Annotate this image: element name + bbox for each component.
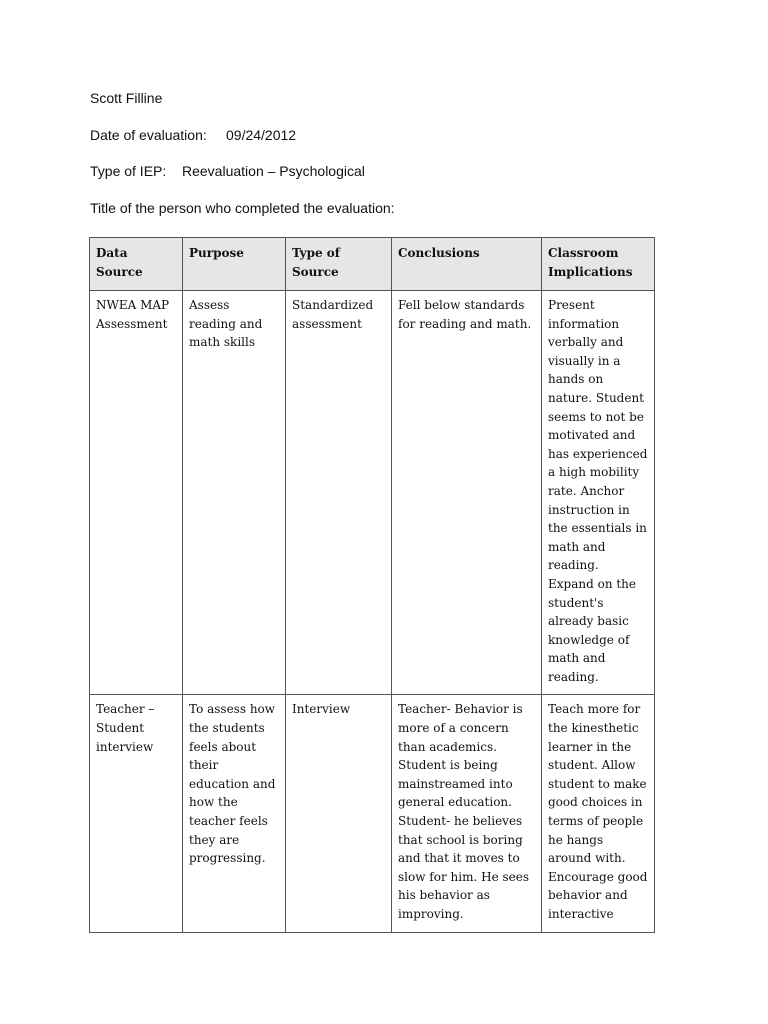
cell-data-source: Teacher – Student interview: [90, 695, 183, 932]
student-name-text: Scott Filline: [90, 90, 163, 106]
cell-purpose: To assess how the students feels about their education and how the teacher feels they are progressing.: [183, 695, 286, 932]
cell-purpose: Assess reading and math skills: [183, 291, 286, 695]
evaluation-table-header: [90, 238, 655, 291]
cell-type-of-source: Standardized assessment: [286, 291, 392, 695]
cell-conclusions: Teacher- Behavior is more of a concern than academics. Student is being mainstreamed into general education. Student- he believes that school is boring and that it moves to slow for him. He sees his behavior as improving.: [392, 695, 542, 932]
cell-type-of-source: Interview: [286, 695, 392, 932]
evaluation-date-value: 09/24/2012: [226, 127, 297, 143]
iep-type-label: Type of IEP:: [90, 163, 167, 179]
evaluator-title-line: [90, 199, 395, 217]
table-row: [90, 291, 655, 695]
header-row: [90, 238, 655, 291]
table-row: [90, 695, 655, 932]
column-header-conclusions: Conclusions: [392, 238, 542, 291]
evaluator-title-text: Title of the person who completed the evaluation:: [90, 200, 395, 216]
column-header-purpose: Purpose: [183, 238, 286, 291]
iep-type-line: [90, 162, 365, 180]
cell-conclusions: Fell below standards for reading and math.: [392, 291, 542, 695]
column-header-data-source: Data Source: [90, 238, 183, 291]
cell-classroom-implications: Teach more for the kinesthetic learner in the student. Allow student to make good choices in terms of people he hangs around with. Encourage good behavior and interactive: [542, 695, 655, 932]
evaluation-table: [89, 237, 655, 933]
student-name: [90, 89, 162, 107]
cell-data-source: NWEA MAP Assessment: [90, 291, 183, 695]
cell-classroom-implications: Present information verbally and visually in a hands on nature. Student seems to not be motivated and has experienced a high mobility rate. Anchor instruction in the essentials in math and reading. Expand on the student's already basic knowledge of math and reading.: [542, 291, 655, 695]
column-header-type-of-source: Type of Source: [286, 238, 392, 291]
evaluation-date-label: Date of evaluation:: [90, 127, 207, 143]
evaluation-date-line: [90, 126, 296, 144]
column-header-classroom-implications: Classroom Implications: [542, 238, 655, 291]
iep-type-value: Reevaluation – Psychological: [182, 163, 365, 179]
